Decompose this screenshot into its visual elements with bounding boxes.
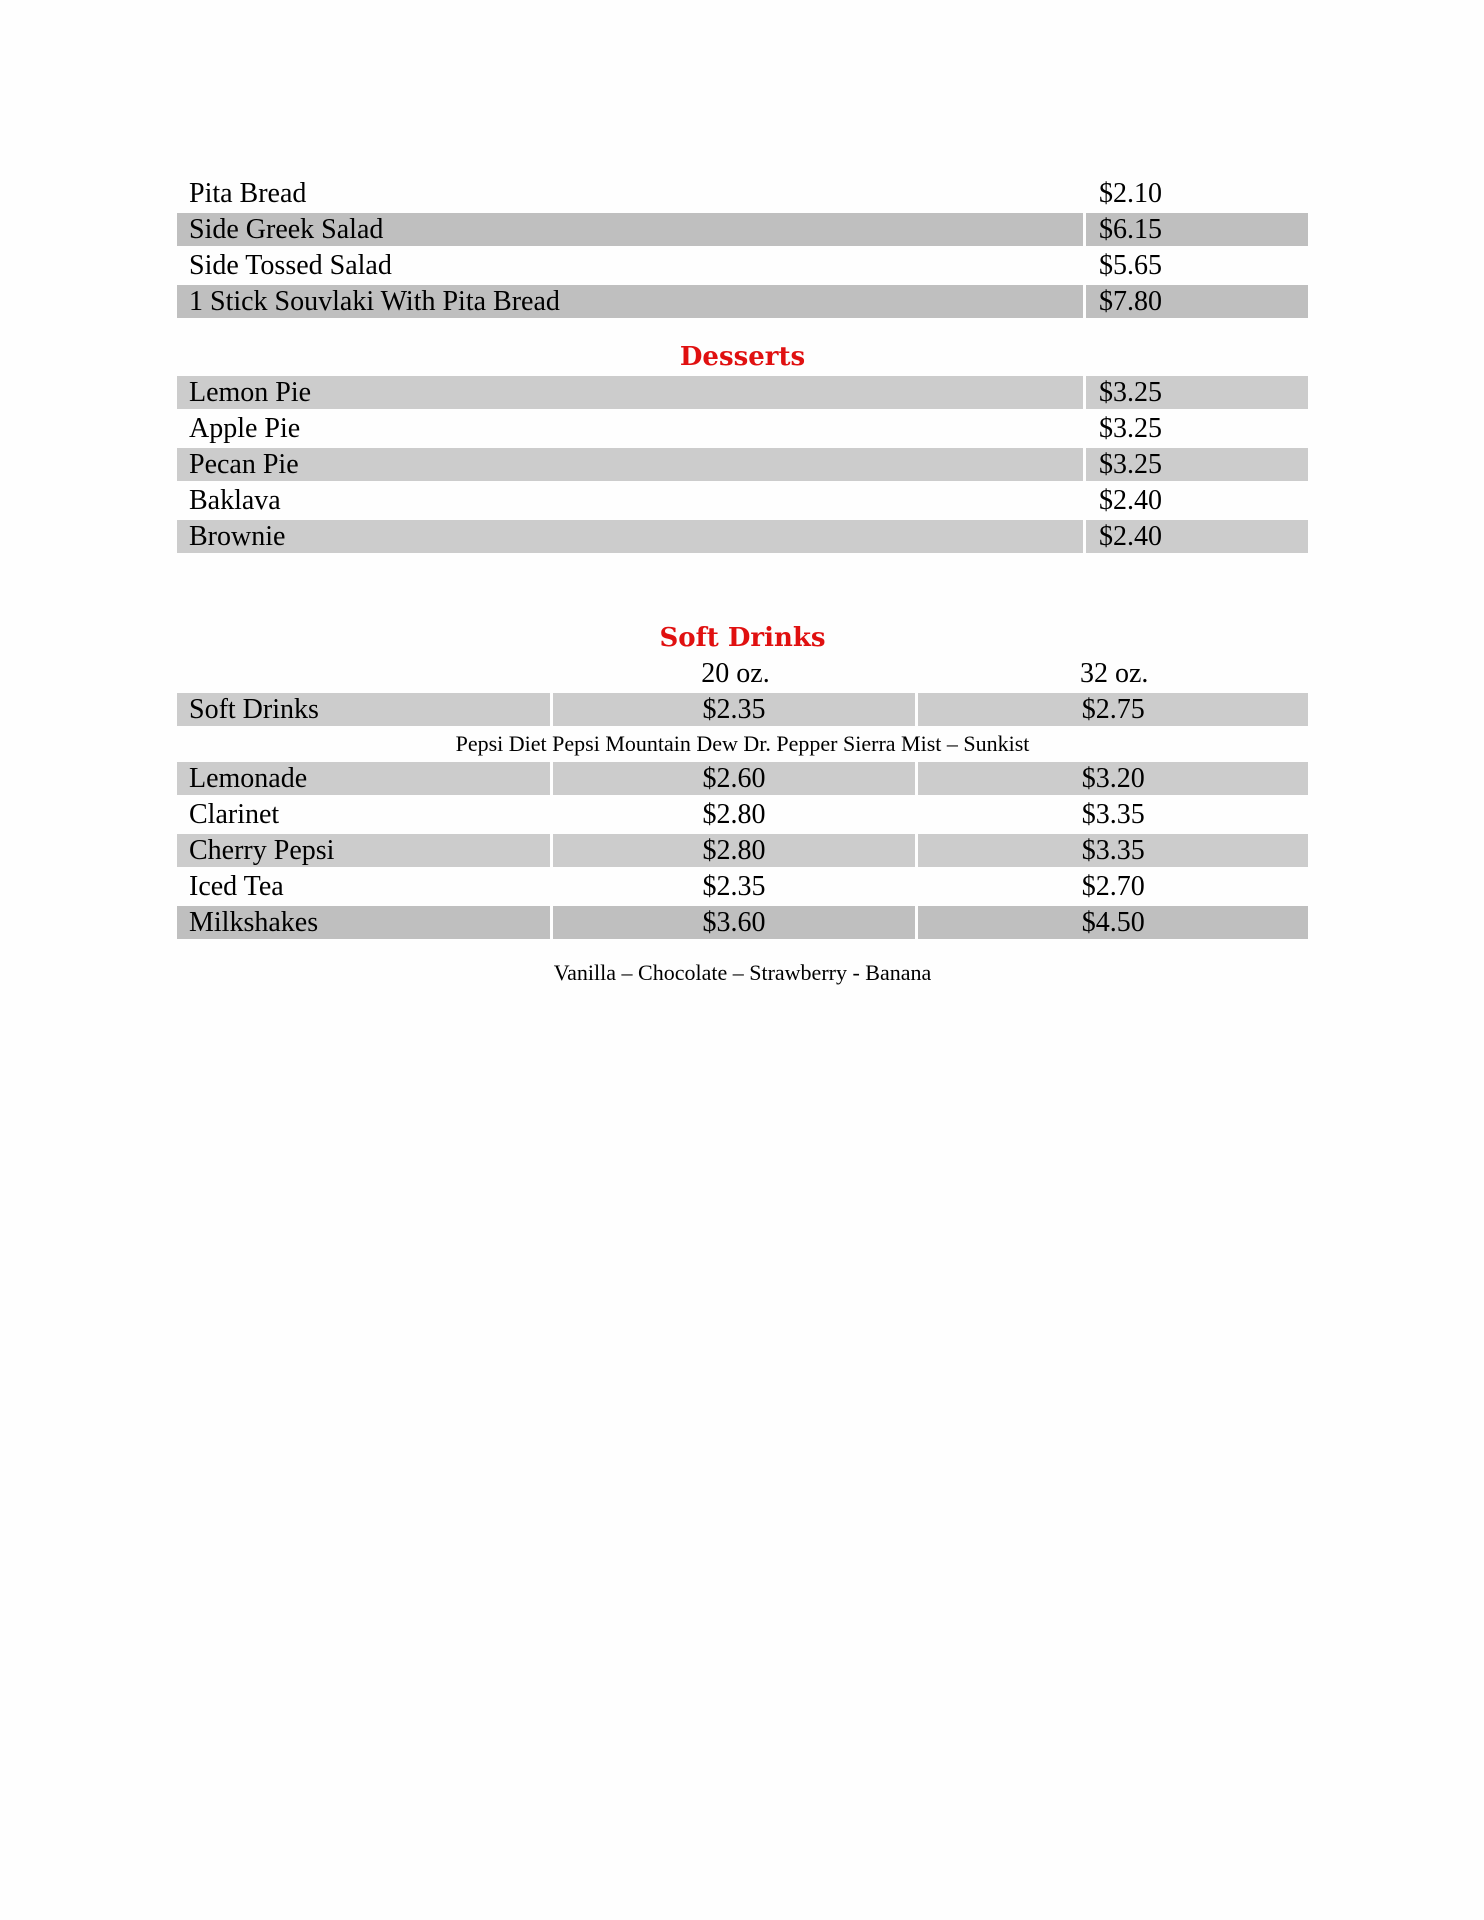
drink-price-small: $2.80 bbox=[702, 799, 766, 830]
drink-name: Lemonade bbox=[177, 762, 550, 795]
soda-flavors-note: Pepsi Diet Pepsi Mountain Dew Dr. Pepper Sierra Mist – Sunkist bbox=[455, 731, 1030, 756]
drink-name: Soft Drinks bbox=[177, 693, 550, 726]
menu-page bbox=[177, 0, 1308, 991]
drink-price-small: $2.35 bbox=[702, 871, 766, 902]
drink-row bbox=[177, 834, 1308, 867]
item-name: Baklava bbox=[189, 485, 281, 516]
drink-row bbox=[177, 693, 1308, 726]
drink-price-small: $2.60 bbox=[553, 762, 916, 795]
menu-row bbox=[177, 448, 1308, 481]
drink-name: Iced Tea bbox=[189, 871, 284, 902]
menu-row bbox=[177, 249, 1308, 282]
drink-name: Milkshakes bbox=[177, 906, 550, 939]
item-price: $6.15 bbox=[1086, 213, 1308, 246]
item-name: Side Tossed Salad bbox=[189, 250, 392, 281]
item-price: $3.25 bbox=[1086, 448, 1308, 481]
item-name: Pita Bread bbox=[189, 178, 307, 209]
drink-price-small: $2.35 bbox=[553, 693, 916, 726]
drink-price-large: $3.20 bbox=[918, 762, 1308, 795]
drink-name: Clarinet bbox=[189, 799, 280, 830]
drink-name: Cherry Pepsi bbox=[177, 834, 550, 867]
desserts-table bbox=[177, 376, 1308, 553]
item-name: Pecan Pie bbox=[177, 448, 1083, 481]
drink-row bbox=[177, 870, 1308, 903]
item-name: Side Greek Salad bbox=[177, 213, 1083, 246]
header-spacer bbox=[177, 657, 551, 690]
item-price: $2.10 bbox=[1099, 178, 1162, 209]
item-name: 1 Stick Souvlaki With Pita Bread bbox=[177, 285, 1083, 318]
item-name: Brownie bbox=[177, 520, 1083, 553]
menu-row bbox=[177, 177, 1308, 210]
drink-size-header bbox=[177, 657, 1308, 690]
drink-price-small: $2.80 bbox=[553, 834, 916, 867]
size-small-label: 20 oz. bbox=[701, 658, 770, 689]
menu-row bbox=[177, 520, 1308, 553]
soft-drinks-title: Soft Drinks bbox=[659, 623, 826, 653]
size-large-label: 32 oz. bbox=[1079, 658, 1149, 689]
drink-price-large: $3.35 bbox=[918, 834, 1308, 867]
menu-row bbox=[177, 484, 1308, 517]
item-price: $2.40 bbox=[1099, 485, 1162, 516]
drink-price-large: $2.70 bbox=[1081, 871, 1145, 902]
drink-row bbox=[177, 798, 1308, 831]
menu-row bbox=[177, 285, 1308, 318]
item-price: $3.25 bbox=[1099, 413, 1162, 444]
item-price: $5.65 bbox=[1099, 250, 1162, 281]
menu-row bbox=[177, 213, 1308, 246]
item-name: Lemon Pie bbox=[177, 376, 1083, 409]
item-price: $3.25 bbox=[1086, 376, 1308, 409]
item-price: $2.40 bbox=[1086, 520, 1308, 553]
shake-flavors-note: Vanilla – Chocolate – Strawberry - Banana bbox=[553, 960, 932, 985]
menu-row bbox=[177, 412, 1308, 445]
menu-row bbox=[177, 376, 1308, 409]
drink-row bbox=[177, 906, 1308, 939]
sides-table bbox=[177, 177, 1308, 318]
drink-row bbox=[177, 762, 1308, 795]
drink-price-small: $3.60 bbox=[553, 906, 916, 939]
item-name: Apple Pie bbox=[189, 413, 301, 444]
drink-price-large: $3.35 bbox=[1081, 799, 1145, 830]
item-price: $7.80 bbox=[1086, 285, 1308, 318]
desserts-title: Desserts bbox=[679, 342, 806, 372]
soft-drinks-table bbox=[177, 693, 1308, 939]
drink-price-large: $4.50 bbox=[918, 906, 1308, 939]
drink-price-large: $2.75 bbox=[918, 693, 1308, 726]
